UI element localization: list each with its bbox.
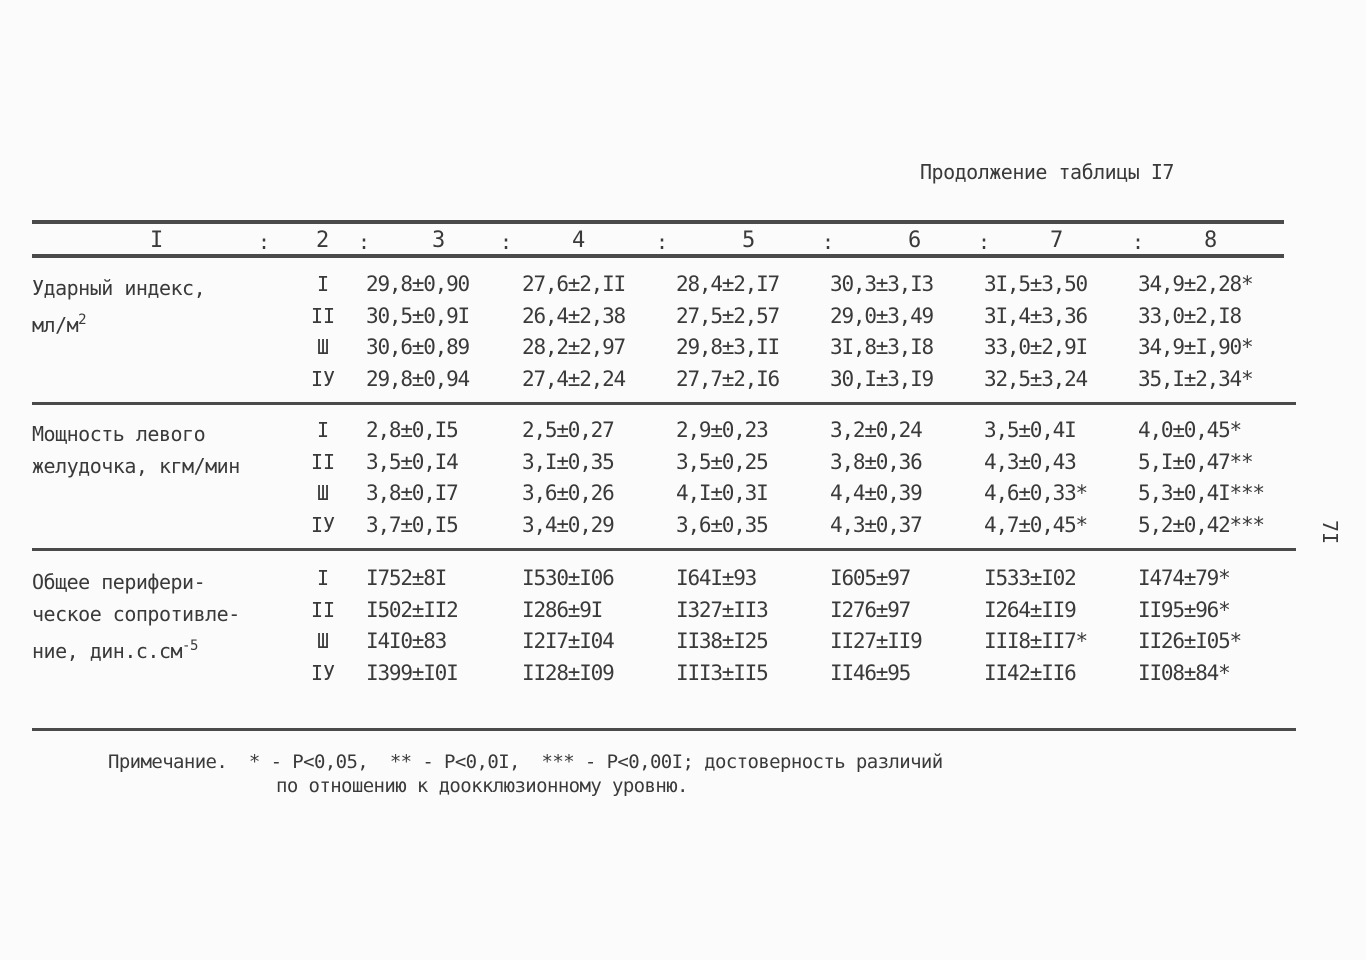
table-cell: 4,7±0,45*	[984, 512, 1087, 537]
section-rule	[32, 402, 1296, 405]
col-separator: :	[822, 230, 835, 254]
table-cell: I399±I0I	[366, 660, 458, 685]
table-cell: 3I,5±3,50	[984, 272, 1087, 296]
table-cell: II26±I05*	[1138, 629, 1241, 653]
table-cell: 30,6±0,89	[366, 335, 469, 359]
table-cell: II46±95	[830, 660, 911, 685]
table-cell: II95±96*	[1138, 597, 1230, 622]
col-header-5: 5	[742, 228, 756, 253]
table-cell: 28,4±2,I7	[676, 272, 779, 296]
group-label: I	[316, 272, 330, 296]
table-cell: 3,5±0,4I	[984, 418, 1076, 442]
table-cell: I752±8I	[366, 566, 447, 590]
group-label: II	[310, 449, 336, 474]
col-separator: :	[500, 230, 513, 254]
table-cell: 3,4±0,29	[522, 512, 614, 537]
table-cell: 3I,4±3,36	[984, 303, 1087, 328]
table-cell: 4,I±0,3I	[676, 481, 768, 505]
col-header-6: 6	[908, 228, 922, 253]
table-cell: I530±I06	[522, 566, 614, 590]
table-cell: 32,5±3,24	[984, 366, 1087, 391]
col-separator: :	[978, 230, 991, 254]
table-cell: I474±79*	[1138, 566, 1230, 590]
table-cell: I533±I02	[984, 566, 1076, 590]
table-cell: 29,8±0,94	[366, 366, 469, 391]
table-cell: 3,2±0,24	[830, 418, 922, 442]
row-label: Общее перифери- ческое сопротивле- ние, $дин.с.см^{-5}$	[32, 570, 240, 663]
table-cell: 4,6±0,33*	[984, 481, 1087, 505]
table-caption: Продолжение таблицы I7	[920, 160, 1174, 184]
table-cell: I605±97	[830, 566, 911, 590]
table-cell: I2I7±I04	[522, 629, 614, 653]
col-header-3: 3	[432, 228, 446, 253]
table-cell: 3,I±0,35	[522, 449, 614, 474]
col-header-7: 7	[1050, 228, 1064, 253]
col-separator: :	[258, 230, 271, 254]
header-rule	[32, 254, 1284, 258]
table-cell: 34,9±2,28*	[1138, 272, 1253, 296]
table-cell: 27,6±2,II	[522, 272, 625, 296]
col-header-8: 8	[1204, 228, 1218, 253]
table-cell: I4I0±83	[366, 629, 447, 653]
table-cell: 33,0±2,I8	[1138, 303, 1241, 328]
table-cell: 3,6±0,35	[676, 512, 768, 537]
table-cell: 3,5±0,I4	[366, 449, 458, 474]
table-cell: 5,2±0,42***	[1138, 512, 1264, 537]
group-label: Ш	[316, 481, 330, 505]
table-cell: 3,5±0,25	[676, 449, 768, 474]
table-cell: III8±II7*	[984, 629, 1087, 653]
table-cell: 2,9±0,23	[676, 418, 768, 442]
table-cell: I264±II9	[984, 597, 1076, 622]
group-label: IУ	[310, 512, 336, 537]
table-cell: II38±I25	[676, 629, 768, 653]
table-cell: 30,I±3,I9	[830, 366, 933, 391]
group-label: I	[316, 566, 330, 590]
row-label: Мощность левого желудочка, кгм/мин	[32, 422, 240, 478]
table-cell: 27,5±2,57	[676, 303, 779, 328]
table-cell: I276±97	[830, 597, 911, 622]
group-label: Ш	[316, 629, 330, 653]
col-separator: :	[656, 230, 669, 254]
group-label: Ш	[316, 335, 330, 359]
table-cell: 2,5±0,27	[522, 418, 614, 442]
col-separator: :	[358, 230, 371, 254]
table-cell: 4,3±0,37	[830, 512, 922, 537]
table-cell: 3,8±0,I7	[366, 481, 458, 505]
table-cell: 3,6±0,26	[522, 481, 614, 505]
table-cell: 3I,8±3,I8	[830, 335, 933, 359]
table-cell: II27±II9	[830, 629, 922, 653]
footnote: Примечание. * - P<0,05, ** - P<0,0I, *** - P<0,00I; достоверность различий по отношению к доокклюзионному уровню.	[108, 751, 943, 797]
table-cell: 34,9±I,90*	[1138, 335, 1253, 359]
bottom-rule	[32, 728, 1296, 731]
table-cell: 29,0±3,49	[830, 303, 933, 328]
table-cell: III3±II5	[676, 660, 768, 685]
col-header-4: 4	[572, 228, 586, 253]
table-cell: 4,3±0,43	[984, 449, 1076, 474]
table-cell: 4,0±0,45*	[1138, 418, 1241, 442]
table-cell: 5,I±0,47**	[1138, 449, 1253, 474]
table-cell: 26,4±2,38	[522, 303, 625, 328]
table-cell: II08±84*	[1138, 660, 1230, 685]
group-label: IУ	[310, 366, 336, 391]
section-rule	[32, 548, 1296, 551]
col-separator: :	[1132, 230, 1145, 254]
group-label: II	[310, 303, 336, 328]
table-cell: 29,8±0,90	[366, 272, 469, 296]
table-cell: 27,4±2,24	[522, 366, 625, 391]
table-cell: 29,8±3,II	[676, 335, 779, 359]
table-cell: 3,8±0,36	[830, 449, 922, 474]
group-label: II	[310, 597, 336, 622]
table-cell: I64I±93	[676, 566, 757, 590]
group-label: IУ	[310, 660, 336, 685]
group-label: I	[316, 418, 330, 442]
table-cell: 35,I±2,34*	[1138, 366, 1253, 391]
table-cell: 33,0±2,9I	[984, 335, 1087, 359]
col-header-2: 2	[316, 228, 330, 253]
col-header-1: I	[150, 228, 164, 253]
table-cell: I327±II3	[676, 597, 768, 622]
table-cell: 3,7±0,I5	[366, 512, 458, 537]
row-label: Ударный индекс, $мл/м^2$	[32, 276, 206, 337]
table-cell: 2,8±0,I5	[366, 418, 458, 442]
table-cell: 27,7±2,I6	[676, 366, 779, 391]
table-cell: 28,2±2,97	[522, 335, 625, 359]
table-cell: I286±9I	[522, 597, 603, 622]
table-cell: 4,4±0,39	[830, 481, 922, 505]
page-number: 7I	[1318, 519, 1343, 545]
table-cell: 5,3±0,4I***	[1138, 481, 1264, 505]
table-cell: II28±I09	[522, 660, 614, 685]
table-cell: 30,3±3,I3	[830, 272, 933, 296]
table-cell: I502±II2	[366, 597, 458, 622]
top-rule	[32, 220, 1284, 224]
table-cell: II42±II6	[984, 660, 1076, 685]
table-cell: 30,5±0,9I	[366, 303, 469, 328]
